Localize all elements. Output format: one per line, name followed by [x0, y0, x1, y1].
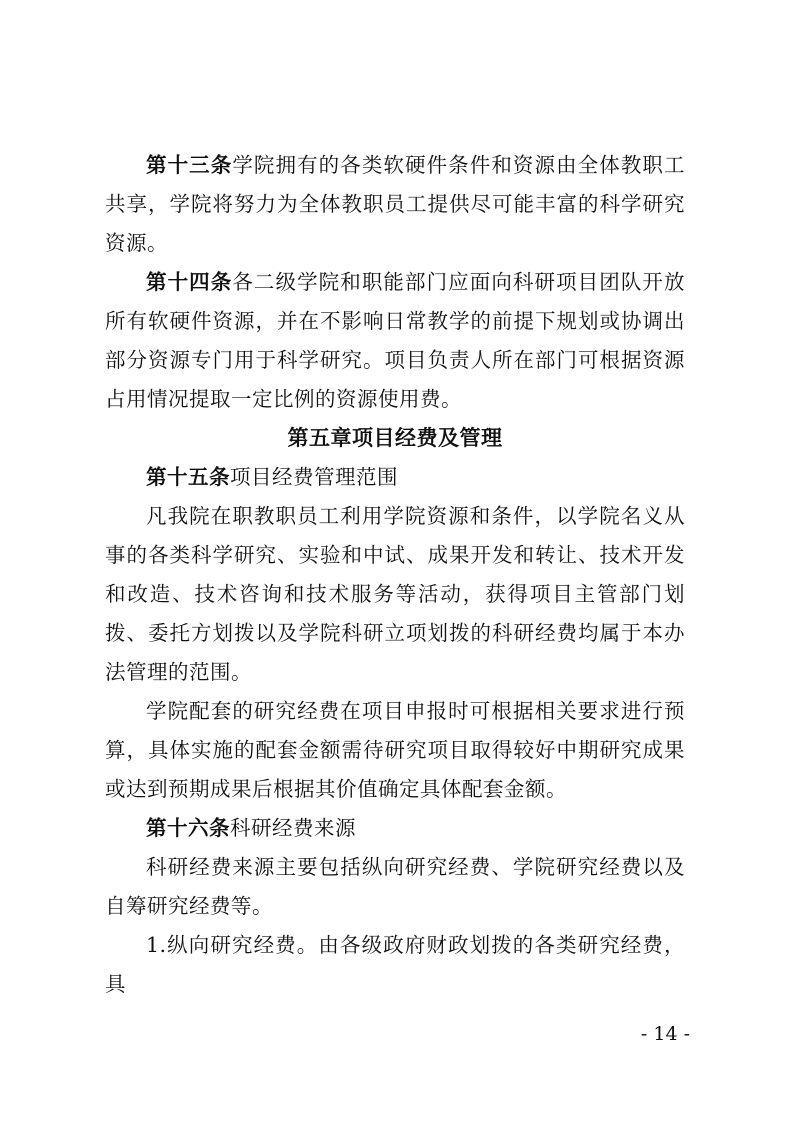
- article-16: [105, 809, 685, 848]
- paragraph: 1.纵向研究经费。由各级政府财政划拨的各类研究经费，具: [105, 933, 685, 996]
- paragraph: 凡我院在职教职员工利用学院资源和条件，以学院名义从事的各类科学研究、实验和中试、成果开发和转让、技术开发和改造、技术咨询和技术服务等活动，获得项目主管部门划拨、委托方划拨以及学院科研立项划拨的科研经费均属于本办法管理的范围。: [105, 504, 685, 684]
- article-text: 项目经费管理范围: [230, 465, 398, 489]
- article-label: 第十六条: [146, 816, 230, 840]
- article-text: 科研经费来源: [230, 816, 356, 840]
- article-label: 第十四条: [146, 270, 233, 294]
- paragraph: 学院配套的研究经费在项目申报时可根据相关要求进行预算，具体实施的配套金额需待研究项目取得较好中期研究成果或达到预期成果后根据其价值确定具体配套金额。: [105, 699, 685, 801]
- article-13: [105, 146, 685, 263]
- article-text: 各二级学院和职能部门应面向科研项目团队开放所有软硬件资源，并在不影响日常教学的前提下规划或协调出部分资源专门用于科学研究。项目负责人所在部门可根据资源占用情况提取一定比例的资源使用费。: [105, 270, 686, 411]
- chapter-heading: 第五章项目经费及管理: [287, 426, 503, 450]
- article-text: 学院拥有的各类软硬件条件和资源由全体教职工共享，学院将努力为全体教职员工提供尽可能丰富的科学研究资源。: [105, 153, 686, 255]
- page-number: - 14 -: [640, 1023, 690, 1045]
- paragraph: 科研经费来源主要包括纵向研究经费、学院研究经费以及自筹研究经费等。: [105, 855, 685, 918]
- article-15: [105, 458, 685, 497]
- article-label: 第十五条: [146, 465, 230, 489]
- document-body: [105, 146, 685, 1004]
- article-label: 第十三条: [146, 153, 233, 177]
- article-14: [105, 263, 685, 419]
